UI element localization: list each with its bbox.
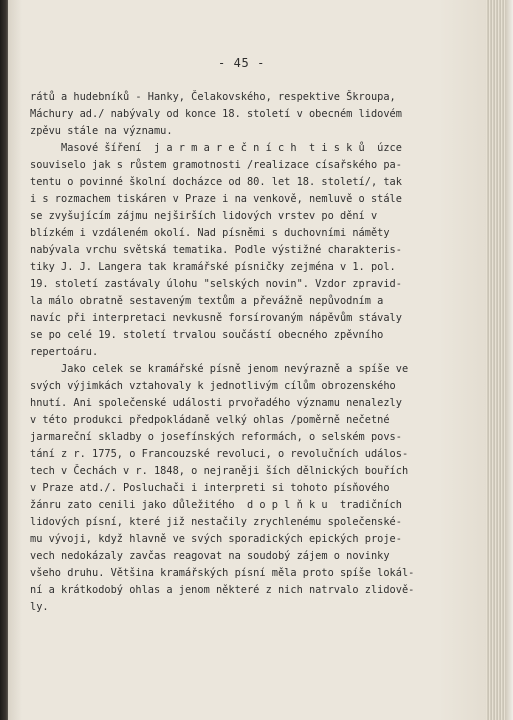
- text-line: tání z r. 1775, o Francouzské revoluci, o revolučních událos-: [30, 448, 409, 460]
- text-line: zpěvu stále na významu.: [30, 125, 173, 137]
- text-line: rátů a hudebníků - Hanky, Čelakovského, respektive Škroupa,: [30, 91, 396, 103]
- page-number: - 45 -: [218, 56, 265, 70]
- text-line: nabývala vrchu světská tematika. Podle výstižné charakteris-: [30, 244, 402, 256]
- text-line: ly.: [30, 601, 49, 613]
- text-line: Máchury ad./ nabývaly od konce 18. století v obecném lidovém: [30, 108, 402, 120]
- text-line: v této produkci předpokládaně velký ohlas /poměrně nečetné: [30, 414, 390, 426]
- text-line: svých výjimkách vztahovaly k jednotlivým cílům obrozenského: [30, 380, 396, 392]
- text-line: všeho druhu. Většina kramářských písní měla proto spíše lokál-: [30, 567, 415, 579]
- text-line: i s rozmachem tiskáren v Praze i na venkově, nemluvě o stále: [30, 193, 402, 205]
- text-line: 19. století zastávaly úlohu "selských novin". Vzdor zpravid-: [30, 278, 402, 290]
- text-line: Masové šíření j a r m a r e č n í c h t i s k ů úzce: [30, 142, 402, 154]
- text-line: tech v Čechách v r. 1848, o nejraněji ších dělnických bouřích: [30, 465, 409, 477]
- text-line: repertoáru.: [30, 346, 99, 358]
- body-text: [30, 89, 490, 616]
- text-line: vech nedokázaly zavčas reagovat na soudobý zájem o novinky: [30, 550, 390, 562]
- text-line: jarmareční skladby o josefínských reformách, o selském povs-: [30, 431, 402, 443]
- text-line: la málo obratně sestaveným textům a převážně nepůvodním a: [30, 295, 384, 307]
- text-line: se zvyšujícím zájmu nejširších lidových vrstev po dění v: [30, 210, 378, 222]
- text-line: lidových písní, které již nestačily zrychlenému společenské-: [30, 516, 402, 528]
- book-page: [8, 0, 486, 720]
- text-line: ní a krátkodobý ohlas a jenom některé z nich natrvalo zlidově-: [30, 584, 415, 596]
- text-line: se po celé 19. století trvalou součástí obecného zpěvního: [30, 329, 384, 341]
- text-line: blízkém i vzdáleném okolí. Nad písněmi s duchovními náměty: [30, 227, 390, 239]
- text-line: souviselo jak s růstem gramotnosti /realizace císařského pa-: [30, 159, 402, 171]
- text-line: žánru zato cenili jako důležitého d o p l ň k u tradičních: [30, 499, 402, 511]
- text-line: v Praze atd./. Posluchači i interpreti si tohoto písňového: [30, 482, 390, 494]
- page-edges: [486, 0, 513, 720]
- text-line: tentu o povinné školní docházce od 80. let 18. století/, tak: [30, 176, 402, 188]
- text-line: navíc při interpretaci nevkusně forsírovaným nápěvům stávaly: [30, 312, 402, 324]
- text-line: Jako celek se kramářské písně jenom nevýrazně a spíše ve: [30, 363, 409, 375]
- text-line: tiky J. J. Langera tak kramářské písničky zejména v 1. pol.: [30, 261, 396, 273]
- text-line: mu vývoji, když hlavně ve svých sporadických epických proje-: [30, 533, 402, 545]
- text-line: hnutí. Ani společenské události prvořadého významu nenalezly: [30, 397, 402, 409]
